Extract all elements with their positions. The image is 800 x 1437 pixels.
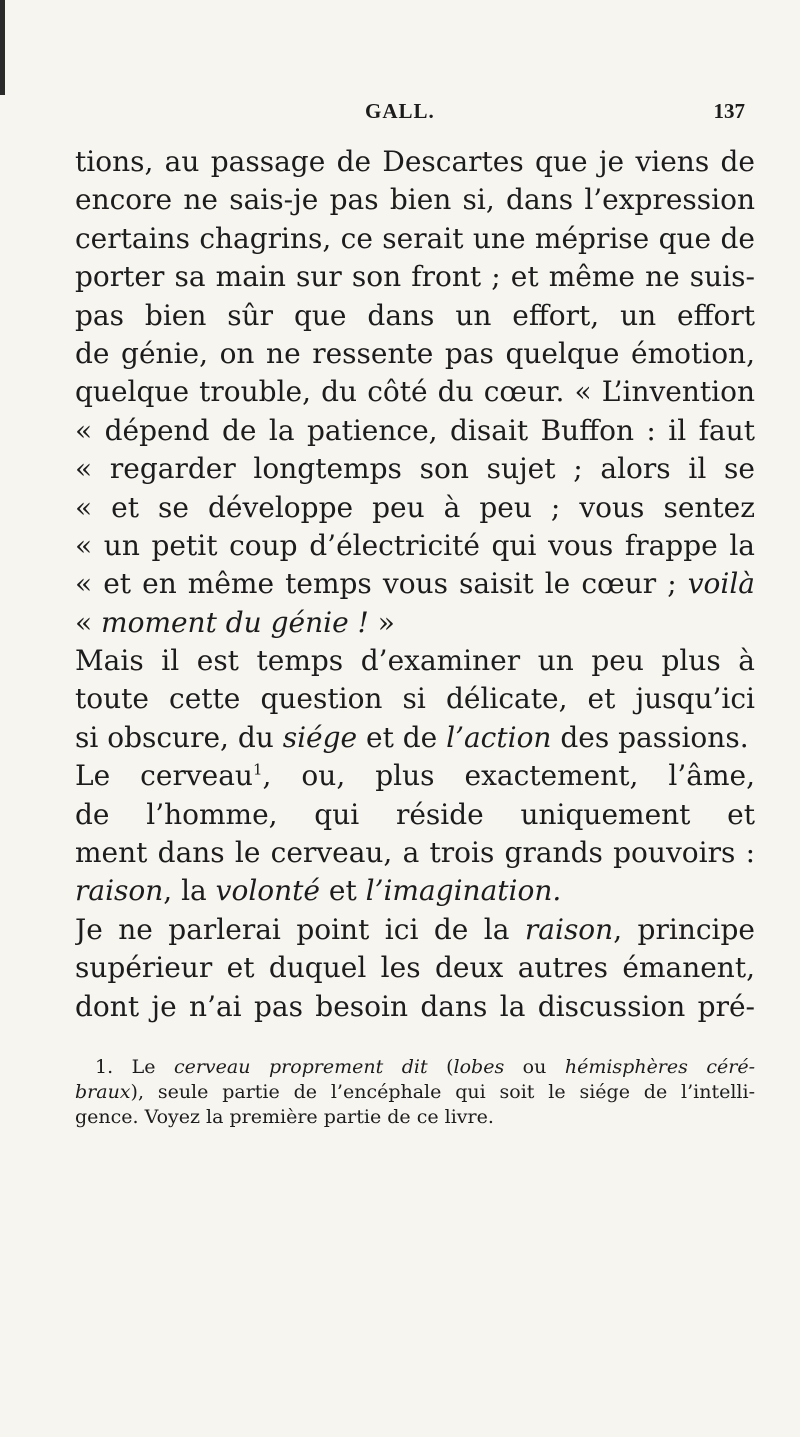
- text-segment: Mais il est temps d’examiner un peu plus à: [75, 644, 755, 678]
- running-head: GALL.: [365, 99, 435, 123]
- italic-segment: raison: [75, 874, 164, 908]
- text-segment: (: [427, 1056, 454, 1078]
- text-segment: Je ne parlerai point ici de la: [75, 912, 525, 946]
- footnote-line: [75, 1055, 755, 1080]
- italic-segment: l’action: [446, 720, 552, 754]
- text-line: [75, 796, 755, 834]
- text-segment: , la: [163, 874, 216, 908]
- text-segment: supérieur et duquel les deux autres émanent,: [75, 951, 755, 985]
- italic-segment: volonté: [215, 874, 320, 908]
- text-segment: « un petit coup d’électricité qui vous frappe la: [75, 528, 755, 562]
- text-segment: « dépend de la patience, disait Buffon : il faut: [75, 413, 755, 447]
- italic-segment: siége: [282, 720, 358, 754]
- text-segment: des passions.: [551, 720, 749, 754]
- text-line: [75, 680, 755, 718]
- italic-segment: hémisphères céré-: [564, 1056, 755, 1078]
- text-line: [75, 604, 755, 642]
- text-segment: pas bien sûr que dans un effort, un effort: [75, 298, 755, 332]
- text-line: [75, 527, 755, 565]
- text-line: [75, 834, 755, 872]
- italic-segment: voilà: [687, 567, 755, 601]
- page-number: 137: [713, 99, 745, 123]
- text-segment: tions, au passage de Descartes que je viens de: [75, 145, 755, 178]
- text-line: [75, 489, 755, 527]
- italic-segment: l’imagination.: [365, 874, 562, 908]
- text-line: [75, 297, 755, 335]
- text-segment: 1. Le: [95, 1056, 174, 1078]
- italic-segment: cerveau proprement dit: [173, 1056, 428, 1078]
- italic-segment: braux: [75, 1081, 131, 1103]
- text-segment: encore ne sais-je pas bien si, dans l’expression: [75, 183, 755, 217]
- text-line: [75, 412, 755, 450]
- footnote: [75, 1055, 755, 1130]
- text-segment: ment dans le cerveau, a trois grands pouvoirs :: [75, 836, 755, 870]
- text-line: [75, 911, 755, 949]
- text-segment: « regarder longtemps son sujet ; alors il se: [75, 452, 755, 486]
- text-segment: ou: [504, 1056, 565, 1078]
- text-segment: Le cerveau: [75, 759, 253, 793]
- text-segment: gence. Voyez la première partie de ce livre.: [75, 1106, 494, 1128]
- text-segment: dont je n’ai pas besoin dans la discussion pré-: [75, 989, 755, 1023]
- text-segment: « et se développe peu à peu ; vous sentez: [75, 490, 755, 524]
- text-line: [75, 258, 755, 296]
- italic-segment: raison: [524, 912, 614, 946]
- text-line: [75, 757, 755, 795]
- text-segment: de génie, on ne ressente pas quelque émotion,: [75, 336, 755, 370]
- text-segment: ), seule partie de l’encéphale qui soit le siége de l’intelli-: [130, 1081, 755, 1103]
- footnote-reference: 1: [252, 760, 263, 779]
- text-segment: « et en même temps vous saisit le cœur ;: [75, 567, 688, 601]
- text-line: [75, 220, 755, 258]
- text-segment: de l’homme, qui réside uniquement et: [75, 797, 755, 831]
- text-line: [75, 949, 755, 987]
- footnote-line: [75, 1080, 755, 1105]
- text-segment: toute cette question si délicate, et jusqu’ici: [75, 682, 755, 716]
- page-header: [75, 91, 745, 123]
- text-segment: si obscure, du: [75, 720, 283, 754]
- text-segment: et: [320, 874, 366, 908]
- italic-segment: lobes: [453, 1056, 505, 1078]
- text-segment: quelque trouble, du côté du cœur. « L’invention: [75, 375, 755, 409]
- text-line: [75, 565, 755, 603]
- text-segment: porter sa main sur son front ; et même ne suis-: [75, 260, 755, 294]
- text-line: [75, 181, 755, 219]
- footnote-line: [75, 1105, 755, 1130]
- page-edge-mark: [0, 0, 5, 95]
- text-line: [75, 335, 755, 373]
- text-segment: , ou, plus exactement, l’âme,: [262, 759, 755, 793]
- text-line: [75, 373, 755, 411]
- text-segment: «: [75, 605, 102, 639]
- text-segment: »: [368, 605, 395, 639]
- text-segment: et de: [357, 720, 447, 754]
- body-text: [75, 143, 755, 1026]
- text-line: [75, 450, 755, 488]
- text-line: [75, 872, 755, 910]
- text-line: [75, 642, 755, 680]
- text-line: [75, 143, 755, 181]
- text-line: [75, 719, 755, 757]
- text-line: [75, 988, 755, 1026]
- text-segment: certains chagrins, ce serait une méprise que de: [75, 221, 755, 255]
- italic-segment: moment du génie !: [101, 605, 369, 639]
- text-segment: , principe: [613, 912, 755, 946]
